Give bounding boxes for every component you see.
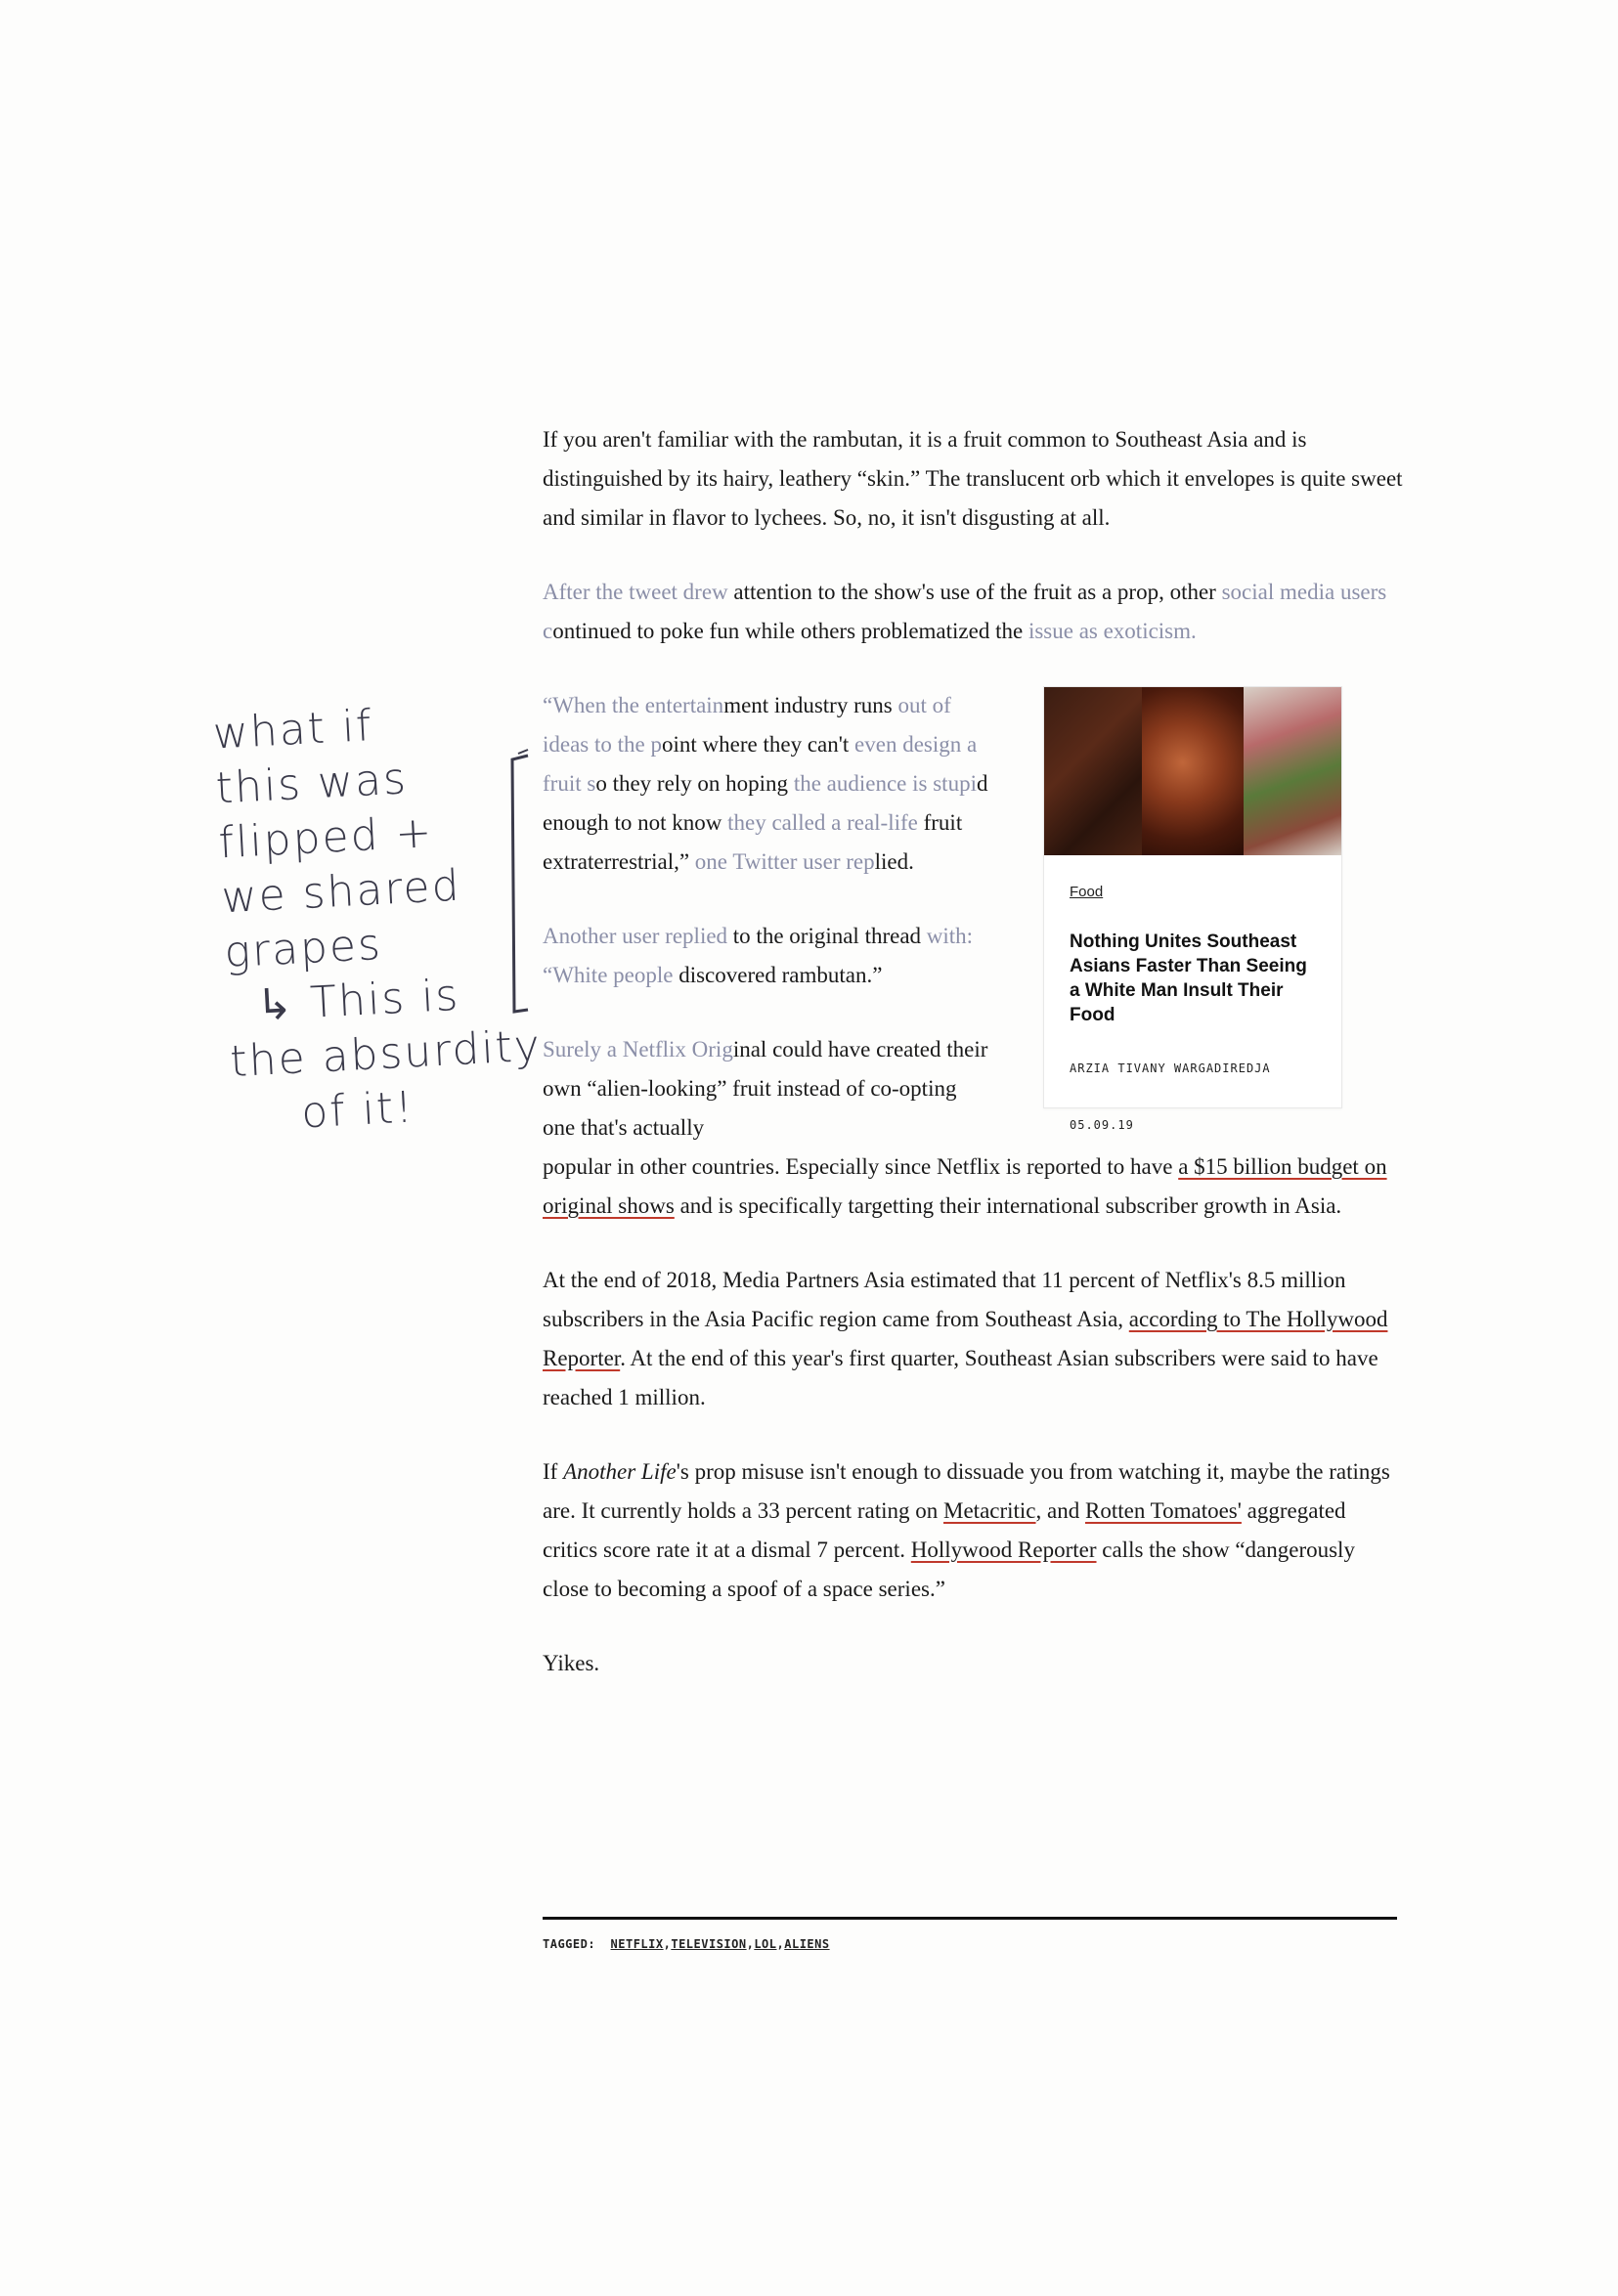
tag-television[interactable]: TELEVISION [671,1937,747,1951]
handwritten-bracket [499,748,538,1021]
handwritten-line: of it! [300,1082,416,1139]
text: and is specifically targetting their international subscriber growth in Asia. [674,1193,1342,1218]
tags-row: TAGGED: NETFLIX,TELEVISION,LOL,ALIENS [543,1937,830,1951]
faded-text: even design a fruit s [543,732,978,796]
faded-text: they called a real-life [727,810,918,835]
text: fruit extraterrestrial,” [543,810,963,874]
text: ment industry runs [723,693,898,717]
food-photo-panel [1142,687,1243,855]
handwritten-line: ↳ This is [255,970,461,1031]
text: o they rely on hoping [595,771,794,796]
faded-text: Surely a Netflix Orig [543,1037,733,1061]
tag-lol[interactable]: LOL [754,1937,777,1951]
faded-text: out of ideas to the p [543,693,951,757]
text: 's prop misuse isn't enough to dissuade you from watching it, maybe the ratings are. It currently holds a 33 percent rating on [543,1459,1390,1523]
food-photo-panel [1244,687,1341,855]
tags-divider [543,1917,1397,1920]
card-date: 05.09.19 [1070,1118,1134,1132]
handwritten-line: grapes [223,919,384,978]
text: to the original thread [727,924,927,948]
handwritten-line: what if [211,701,374,759]
quote-column [543,686,992,1148]
hollywood-reporter-link-2[interactable]: Hollywood Reporter [910,1538,1097,1562]
text: inal could have created their own “alien-looking” fruit instead of co-opting one that's actually [543,1037,988,1140]
related-article-card[interactable] [1043,686,1342,1132]
text: lied. [874,849,914,874]
text: , and [1035,1498,1085,1523]
tag-netflix[interactable]: NETFLIX [610,1937,664,1951]
rotten-tomatoes-link[interactable]: Rotten Tomatoes' [1085,1498,1242,1523]
card-body [1044,855,1341,1180]
related-article-image[interactable] [1044,687,1341,855]
show-title: Another Life [563,1459,677,1484]
paragraph [543,1030,992,1148]
handwritten-line: flipped + [217,806,435,869]
paragraph: If you aren't familiar with the rambutan, it is a fruit common to Southeast Asia and is distinguished by its hairy, leathery “skin.” The translucent orb which it envelopes is quite sweet and similar in flavor to lychees. So, no, it isn't disgusting at all. [543,427,1403,530]
text: ontinued to poke fun while others problematized the [552,619,1028,643]
faded-text: with: “White people [543,924,974,987]
handwritten-line: this was [214,754,410,814]
handwritten-note [211,691,546,1145]
text: discovered rambutan.” [673,963,883,987]
quote-paragraph [543,686,992,882]
metacritic-link[interactable]: Metacritic [943,1498,1036,1523]
card-title-link[interactable]: Nothing Unites Southeast Asians Faster Than Seeing a White Man Insult Their Food [1070,931,1307,1025]
faded-text: Another user replied [543,924,728,948]
handwritten-line: we shared [220,860,462,924]
faded-text: “When the entertain [543,693,724,717]
text: popular in other countries. Especially since Netflix is reported to have [543,1154,1179,1179]
faded-text: social media users c [543,580,1387,643]
faded-text: the audience is stupi [793,771,977,796]
paragraph [543,1452,1403,1609]
article-body [543,420,1403,1718]
faded-text: one Twitter user rep [694,849,875,874]
tags-label: TAGGED: [543,1937,596,1951]
tag-aliens[interactable]: ALIENS [784,1937,830,1951]
text: . At the end of this year's first quarter, Southeast Asian subscribers were said to have reached 1 million. [543,1346,1378,1409]
text: oint where they can't [662,732,855,757]
text: aggregated critics score rate it at a dismal 7 percent. [543,1498,1346,1562]
paragraph [543,1261,1403,1417]
faded-text: After the tweet drew [543,580,728,604]
card-category-link[interactable]: Food [1070,884,1104,900]
card-author: ARZIA TIVANY WARGADIREDJA [1070,1061,1271,1075]
text: d enough to not know [543,771,988,835]
text: calls the show “dangerously close to becoming a spoof of a space series.” [543,1538,1355,1601]
text: If [543,1459,564,1484]
faded-text: issue as exoticism. [1028,619,1197,643]
text: At the end of 2018, Media Partners Asia estimated that 11 percent of Netflix's 8.5 million subscribers in the Asia Pacific region came from Southeast Asia, [543,1268,1346,1331]
budget-link[interactable]: a $15 billion budget on original shows [543,1154,1387,1218]
handwritten-line: the absurdity [229,1020,544,1088]
quote-paragraph [543,917,992,995]
quote-with-card [543,686,1403,1148]
food-photo-panel [1044,687,1142,855]
hollywood-reporter-link[interactable]: according to The Hollywood Reporter [543,1307,1388,1370]
text: attention to the show's use of the fruit as a prop, other [727,580,1222,604]
paragraph [543,573,1403,651]
closing-line: Yikes. [543,1651,600,1675]
